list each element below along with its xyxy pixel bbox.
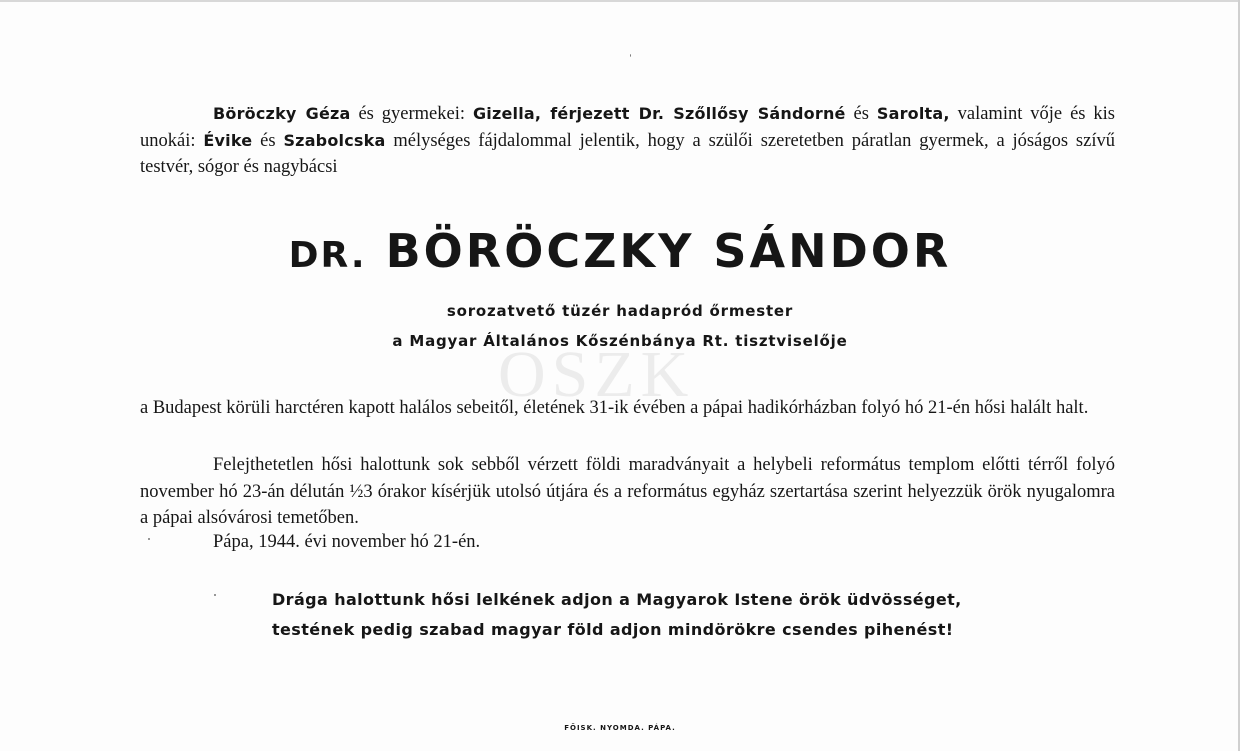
intro-text-5: mélységes fájdalommal jelentik, hogy a szülői szeretetben páratlan gyermek, a jóságos szívű testvér, sógor és nagybácsi bbox=[140, 130, 1115, 177]
deceased-rank: sorozatvető tüzér hadapród őrmester bbox=[446, 302, 794, 320]
closing-line-1: Drága halottunk hősi lelkének adjon a Magyarok Istene örök üdvösséget, bbox=[272, 590, 962, 609]
child-1-name: Gizella, férjezett Dr. Szőllősy Sándorné bbox=[472, 104, 846, 123]
death-paragraph: a Budapest körüli harctéren kapott halálos sebeitől, életének 31-ik évében a pápai hadikórházban folyó hó 21-én hősi halált halt. bbox=[140, 398, 1089, 418]
intro-text-2: és bbox=[845, 104, 877, 124]
child-2-name: Sarolta, bbox=[876, 104, 950, 123]
grandchild-2-name: Szabolcska bbox=[283, 130, 386, 150]
intro-text-4: és bbox=[252, 130, 284, 151]
paper-speck bbox=[630, 54, 631, 57]
parent-name: Böröczky Géza bbox=[213, 104, 351, 123]
deceased-prefix: DR. bbox=[288, 235, 367, 276]
printer-imprint: FŐISK. NYOMDA. PÁPA. bbox=[564, 724, 676, 732]
intro-text-3: valamint vője és kis unokái: bbox=[140, 104, 1116, 151]
scan-edge-top bbox=[0, 0, 1240, 2]
intro-paragraph bbox=[140, 101, 1115, 181]
deceased-occupation: a Magyar Általános Kőszénbánya Rt. tisztviselője bbox=[392, 332, 848, 350]
intro-text-1: és gyermekei: bbox=[350, 104, 473, 124]
paper-speck bbox=[148, 538, 150, 540]
deceased-name-heading bbox=[0, 224, 1240, 278]
deceased-name: BÖRÖCZKY SÁNDOR bbox=[385, 224, 952, 278]
paper-speck bbox=[214, 594, 216, 596]
closing-line-2: testének pedig szabad magyar föld adjon mindörökre csendes pihenést! bbox=[272, 620, 954, 639]
grandchild-1-name: Évike bbox=[203, 130, 253, 150]
place-date-line: Pápa, 1944. évi november hó 21-én. bbox=[213, 532, 481, 552]
library-watermark: OSZK bbox=[498, 338, 695, 411]
funeral-paragraph: Felejthetetlen hősi halottunk sok sebből vérzett földi maradványait a helybeli református templom előtti térről folyó november hó 23-án délután ½3 órakor kísérjük utolsó útjára és a református egyház szertartása szerint helyezzük örök nyugalomra a pápai alsóvárosi temetőben. bbox=[140, 455, 1115, 528]
